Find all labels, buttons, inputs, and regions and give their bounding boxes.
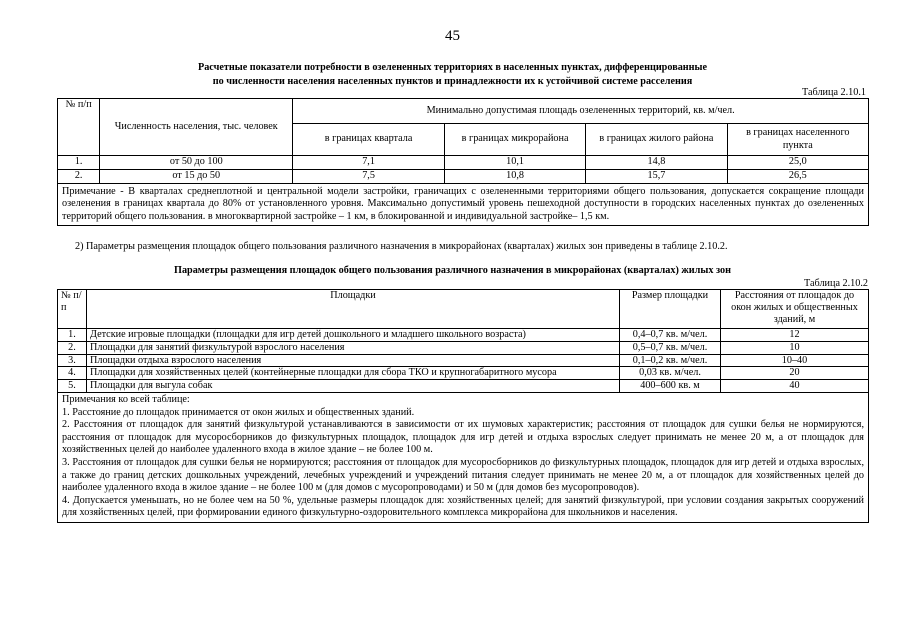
table1-header-microdistrict: в границах микрорайона [444,124,585,156]
row-distance: 12 [721,329,869,342]
table1-caption: Таблица 2.10.1 [802,87,866,98]
table-row [58,156,869,170]
table1-header-group: Минимально допустимая площадь озелененных территорий, кв. м/чел. [293,99,869,124]
row-distance: 40 [721,380,869,393]
row-value: 15,7 [586,170,727,184]
row-size: 0,1–0,2 кв. м/чел. [620,354,721,367]
row-num: 2. [58,170,100,184]
note-item: 1. Расстояние до площадок принимается от окон жилых и общественных зданий. [62,406,415,418]
row-size: 0,4–0,7 кв. м/чел. [620,329,721,342]
row-value: 10,1 [444,156,585,170]
table1-title-line1: Расчетные показатели потребности в озелененных территориях в населенных пунктах, дифференцированные [197,62,708,73]
row-value: 7,5 [293,170,445,184]
table1-header-quarter: в границах квартала [293,124,445,156]
table1-header-num: № п/п [58,99,100,156]
row-name: Площадки для хозяйственных целей (контейнерные площадки для сбора ТКО и крупногабаритного мусора [87,367,620,380]
row-num: 3. [58,354,87,367]
row-size: 0,03 кв. м/чел. [620,367,721,380]
row-population: от 15 до 50 [100,170,293,184]
row-num: 1. [58,329,87,342]
row-value: 7,1 [293,156,445,170]
table2-notes [58,392,869,522]
table-2-10-1 [57,98,869,226]
table-row [58,380,869,393]
row-size: 0,5–0,7 кв. м/чел. [620,341,721,354]
paragraph: 2) Параметры размещения площадок общего пользования различного назначения в микрорайонах (кварталах) жилых зон приведены в таблице 2.10.2. [75,241,728,252]
table1-title [100,61,805,89]
table1-note: Примечание - В кварталах среднеплотной и центральной модели застройки, граничащих с озелененными территориями общего пользования, допускается сокращение площади озеленения в границах квартала до 80% от установленного уровня. Максимально допустимый уровень пешеходной доступности в городских населенных пунктах до озелененных территорий общего пользования. в многоквартирной застройке – 1 км, в блокированной и индивидуальной застройке– 1,5 км. [58,184,869,226]
table1-header-settlement: в границах населенного пункта [727,124,868,156]
table2-header-size: Размер площадки [620,290,721,329]
table-row [58,367,869,380]
table-row [58,354,869,367]
row-num: 4. [58,367,87,380]
table-row [58,341,869,354]
row-distance: 20 [721,367,869,380]
row-value: 14,8 [586,156,727,170]
table-row [58,170,869,184]
row-distance: 10 [721,341,869,354]
table2-header-distance: Расстояния от площадок до окон жилых и общественных зданий, м [721,290,869,329]
table-row [58,329,869,342]
row-name: Площадки для выгула собак [87,380,620,393]
row-size: 400–600 кв. м [620,380,721,393]
table2-header-name: Площадки [87,290,620,329]
notes-heading: Примечания ко всей таблице: [62,393,190,405]
row-num: 2. [58,341,87,354]
table2-caption: Таблица 2.10.2 [804,278,868,289]
row-value: 25,0 [727,156,868,170]
table1-title-line2: по численности населения населенных пунктов и принадлежности их к устойчивой системе расселения [212,76,693,87]
row-num: 1. [58,156,100,170]
row-value: 10,8 [444,170,585,184]
table2-header-num: № п/п [58,290,87,329]
table2-title: Параметры размещения площадок общего пользования различного назначения в микрорайонах (кварталах) жилых зон [174,265,731,276]
note-item: 2. Расстояния от площадок для занятий физкультурой устанавливаются в зависимости от их шумовых характеристик; расстояния от площадок для сушки белья не нормируются, расстояния от площадок для мусоросборников до физкультурных площадок, площадок для игр детей и отдыха взрослых следует принимать не менее 20 м, а от площадок для хозяйственных целей до наиболее удаленного входа в жилое здание – не более 100 м. [62,419,864,456]
page-number: 45 [445,28,460,44]
row-name: Площадки для занятий физкультурой взрослого населения [87,341,620,354]
row-population: от 50 до 100 [100,156,293,170]
row-name: Площадки отдыха взрослого населения [87,354,620,367]
row-num: 5. [58,380,87,393]
row-distance: 10–40 [721,354,869,367]
note-item: 4. Допускается уменьшать, но не более чем на 50 %, удельные размеры площадок для: хозяйственных целей; для занятий физкультурой, при условии создания закрытых сооружений для хозяйственных целей, при формировании единого физкультурно-оздоровительного комплекса микрорайона для школьников и населения. [62,494,864,519]
note-item: 3. Расстояния от площадок для сушки белья не нормируются; расстояния от площадок для мусоросборников до физкультурных площадок, площадок для игр детей и отдыха взрослых, а также до границ детских дошкольных учреждений, лечебных учреждений и учреждений питания следует принимать не менее 20 м, а от площадок для хозяйственных целей до наиболее удаленного входа в жилое здание – не более 100 м (для домов с мусоропроводами) и 50 м (для домов без мусоропроводов). [62,456,864,494]
row-value: 26,5 [727,170,868,184]
table1-header-population: Численность населения, тыс. человек [100,99,293,156]
table-2-10-2 [57,289,869,523]
table1-header-residential-district: в границах жилого района [586,124,727,156]
row-name: Детские игровые площадки (площадки для игр детей дошкольного и младшего школьного возраста) [87,329,620,342]
